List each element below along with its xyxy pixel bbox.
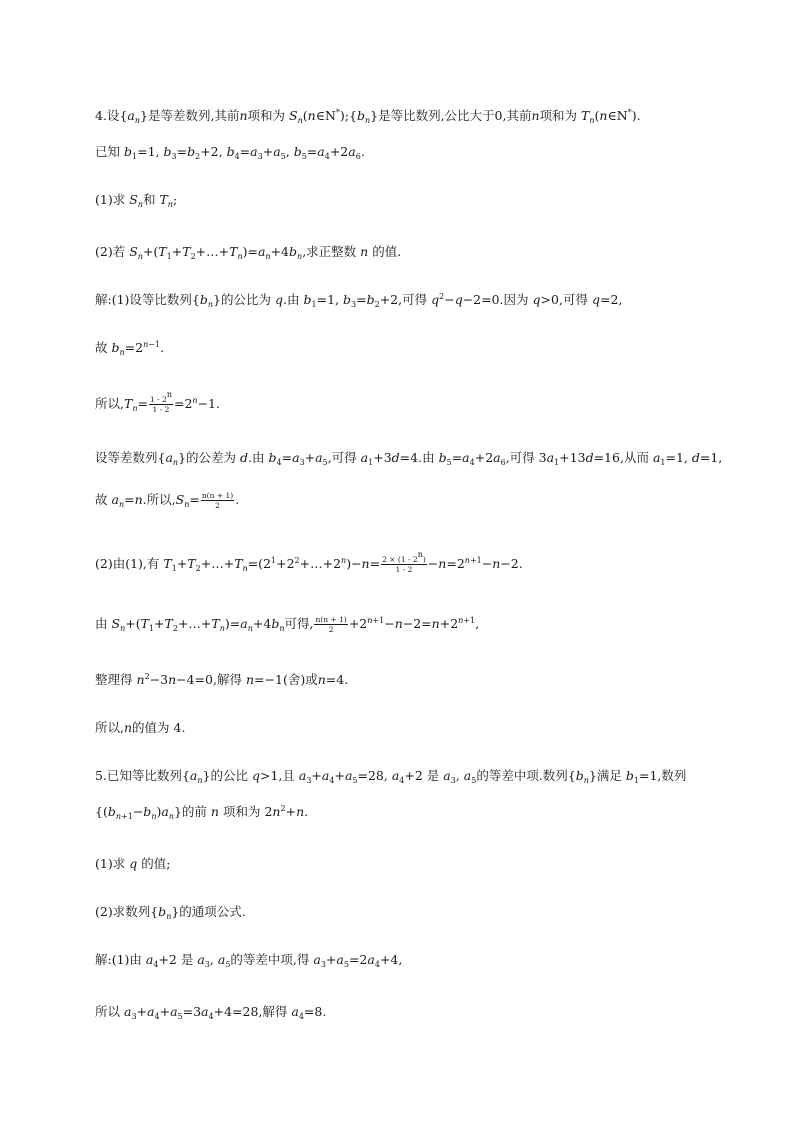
solution-4-line-5: 故 $a_n=n$.所以$,S_n=$ $\frac{n(n + 1)}{2}$ . xyxy=(95,491,240,510)
solution-4-line-6: (2)由(1),有 $T_1+T_2+\dots+T_n=(2^1+2^2+\dots+2^n)-n=$ $\frac{2 \times (1 - 2^n)}{1 - 2}$ $-n=2^{n+1}-n-2$. xyxy=(95,550,523,574)
problem-5-stem-line-2: $\{(b_{n+1}-b_n)a_n\}$的前 n 项和为 $2n^2+n$. xyxy=(95,804,309,821)
problem-4-question-1: (1)求 $S_n$和 $T_n$; xyxy=(95,192,178,209)
solution-5-line-2: 所以 $a_3+a_4+a_5=3a_4+4=28$,解得 $a_4=8$. xyxy=(95,1004,327,1021)
solution-5-line-1: 解:(1)由 $a_4+2$ 是 $a_3$, $a_5$的等差中项,得 $a_3+a_5=2a_4+4$, xyxy=(95,952,403,969)
solution-4-line-9: 所以,n的值为 4. xyxy=(95,720,186,735)
solution-4-line-1: 解:(1)设等比数列$\{b_n\}$的公比为 q.由 $b_1=1$, $b_3=b_2+2$,可得 $q^2-q-2=0$.因为 q>0,可得 q=2, xyxy=(95,292,623,309)
solution-4-line-7: 由 $S_n+(T_1+T_2+\dots+T_n)=a_n+4b_n$可得, $\frac{n(n + 1)}{2}$ $+2^{n+1}-n-2=n+2^{n+1}$, xyxy=(95,615,480,634)
problem-4-given: 已知 $b_1=1$, $b_3=b_2+2$, $b_4=a_3+a_5$, $b_5=a_4+2a_6$. xyxy=(95,144,365,161)
problem-5-question-2: (2)求数列$\{b_n\}$的通项公式. xyxy=(95,904,246,921)
solution-4-line-8: 整理得 $n^2-3n-4=0$,解得 n=−1(舍)或n=4. xyxy=(95,672,349,687)
solution-4-line-4: 设等差数列$\{a_n\}$的公差为 d.由 $b_4=a_3+a_5$,可得 $a_1+3d=4$.由 $b_5=a_4+2a_6$,可得 $3a_1+13d=16$,从而 $a_1=1$, d=1, xyxy=(95,450,723,467)
problem-5-stem: 5.已知等比数列$\{a_n\}$的公比 q>1,且 $a_3+a_4+a_5=28$, $a_4+2$ 是 $a_3$, $a_5$的等差中项.数列$\{b_n\}$满足 $b_1=1$,数列 xyxy=(95,768,687,785)
problem-4-question-2: (2)若 $S_n+(T_1+T_2+\dots+T_n)=a_n+4b_n$,求正整数 n 的值. xyxy=(95,244,402,261)
problem-4-stem: 4.设$\{a_n\}$是等差数列,其前n项和为 $S_n(n\in N^*);\{b_n\}$是等比数列,公比大于0,其前n项和为 $T_n(n\in N^*)$. xyxy=(95,108,641,125)
problem-5-question-1: (1)求 q 的值; xyxy=(95,856,171,871)
solution-4-line-3: 所以$,T_n=$ $\frac{1 - 2^n}{1 - 2}$ $=2^n-1$. xyxy=(95,390,220,414)
solution-4-line-2: 故 $b_n=2^{n-1}$. xyxy=(95,340,165,357)
